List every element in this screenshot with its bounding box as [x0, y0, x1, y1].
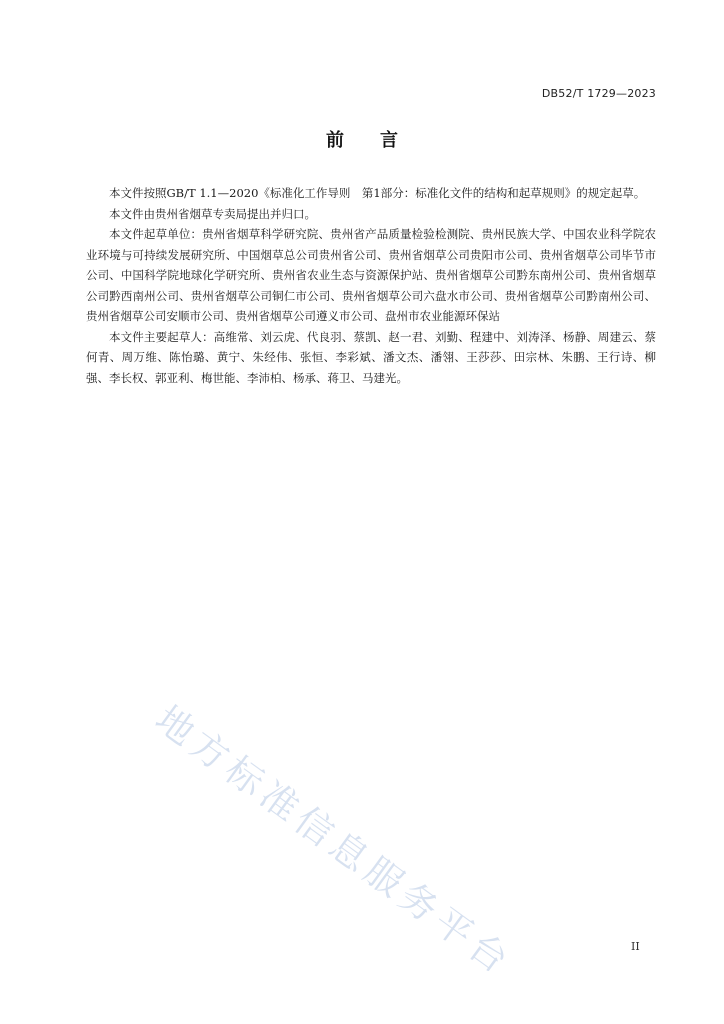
page-number: II — [631, 940, 640, 953]
document-code: DB52/T 1729—2023 — [541, 87, 656, 100]
paragraph-proposer: 本文件由贵州省烟草专卖局提出并归口。 — [109, 206, 316, 221]
foreword-body — [86, 183, 656, 388]
paragraph-drafting-rules: 本文件按照GB/T 1.1—2020《标准化工作导则 第1部分：标准化文件的结构和起草规则》的规定起草。 — [109, 186, 646, 200]
paragraph-drafters: 本文件主要起草人：高维常、刘云虎、代良羽、蔡凯、赵一君、刘勤、程建中、刘涛泽、杨静、周建云、蔡何青、周万维、陈怡璐、黄宁、朱经伟、张恒、李彩斌、潘文杰、潘翎、王莎莎、田宗林、朱鹏、王行诗、柳强、李长权、郭亚利、梅世能、李沛柏、杨承、蒋卫、马建光。 — [86, 329, 656, 385]
paragraph-drafting-units: 本文件起草单位：贵州省烟草科学研究院、贵州省产品质量检验检测院、贵州民族大学、中国农业科学院农业环境与可持续发展研究所、中国烟草总公司贵州省公司、贵州省烟草公司贵阳市公司、贵州省烟草公司毕节市公司、中国科学院地球化学研究所、贵州省农业生态与资源保护站、贵州省烟草公司黔东南州公司、贵州省烟草公司黔西南州公司、贵州省烟草公司铜仁市公司、贵州省烟草公司六盘水市公司、贵州省烟草公司黔南州公司、贵州省烟草公司安顺市公司、贵州省烟草公司遵义市公司、盘州市农业能源环保站 — [86, 227, 656, 323]
watermark-text: 地方标准信息服务平台 — [147, 697, 521, 985]
section-title: 前言 — [326, 130, 434, 151]
